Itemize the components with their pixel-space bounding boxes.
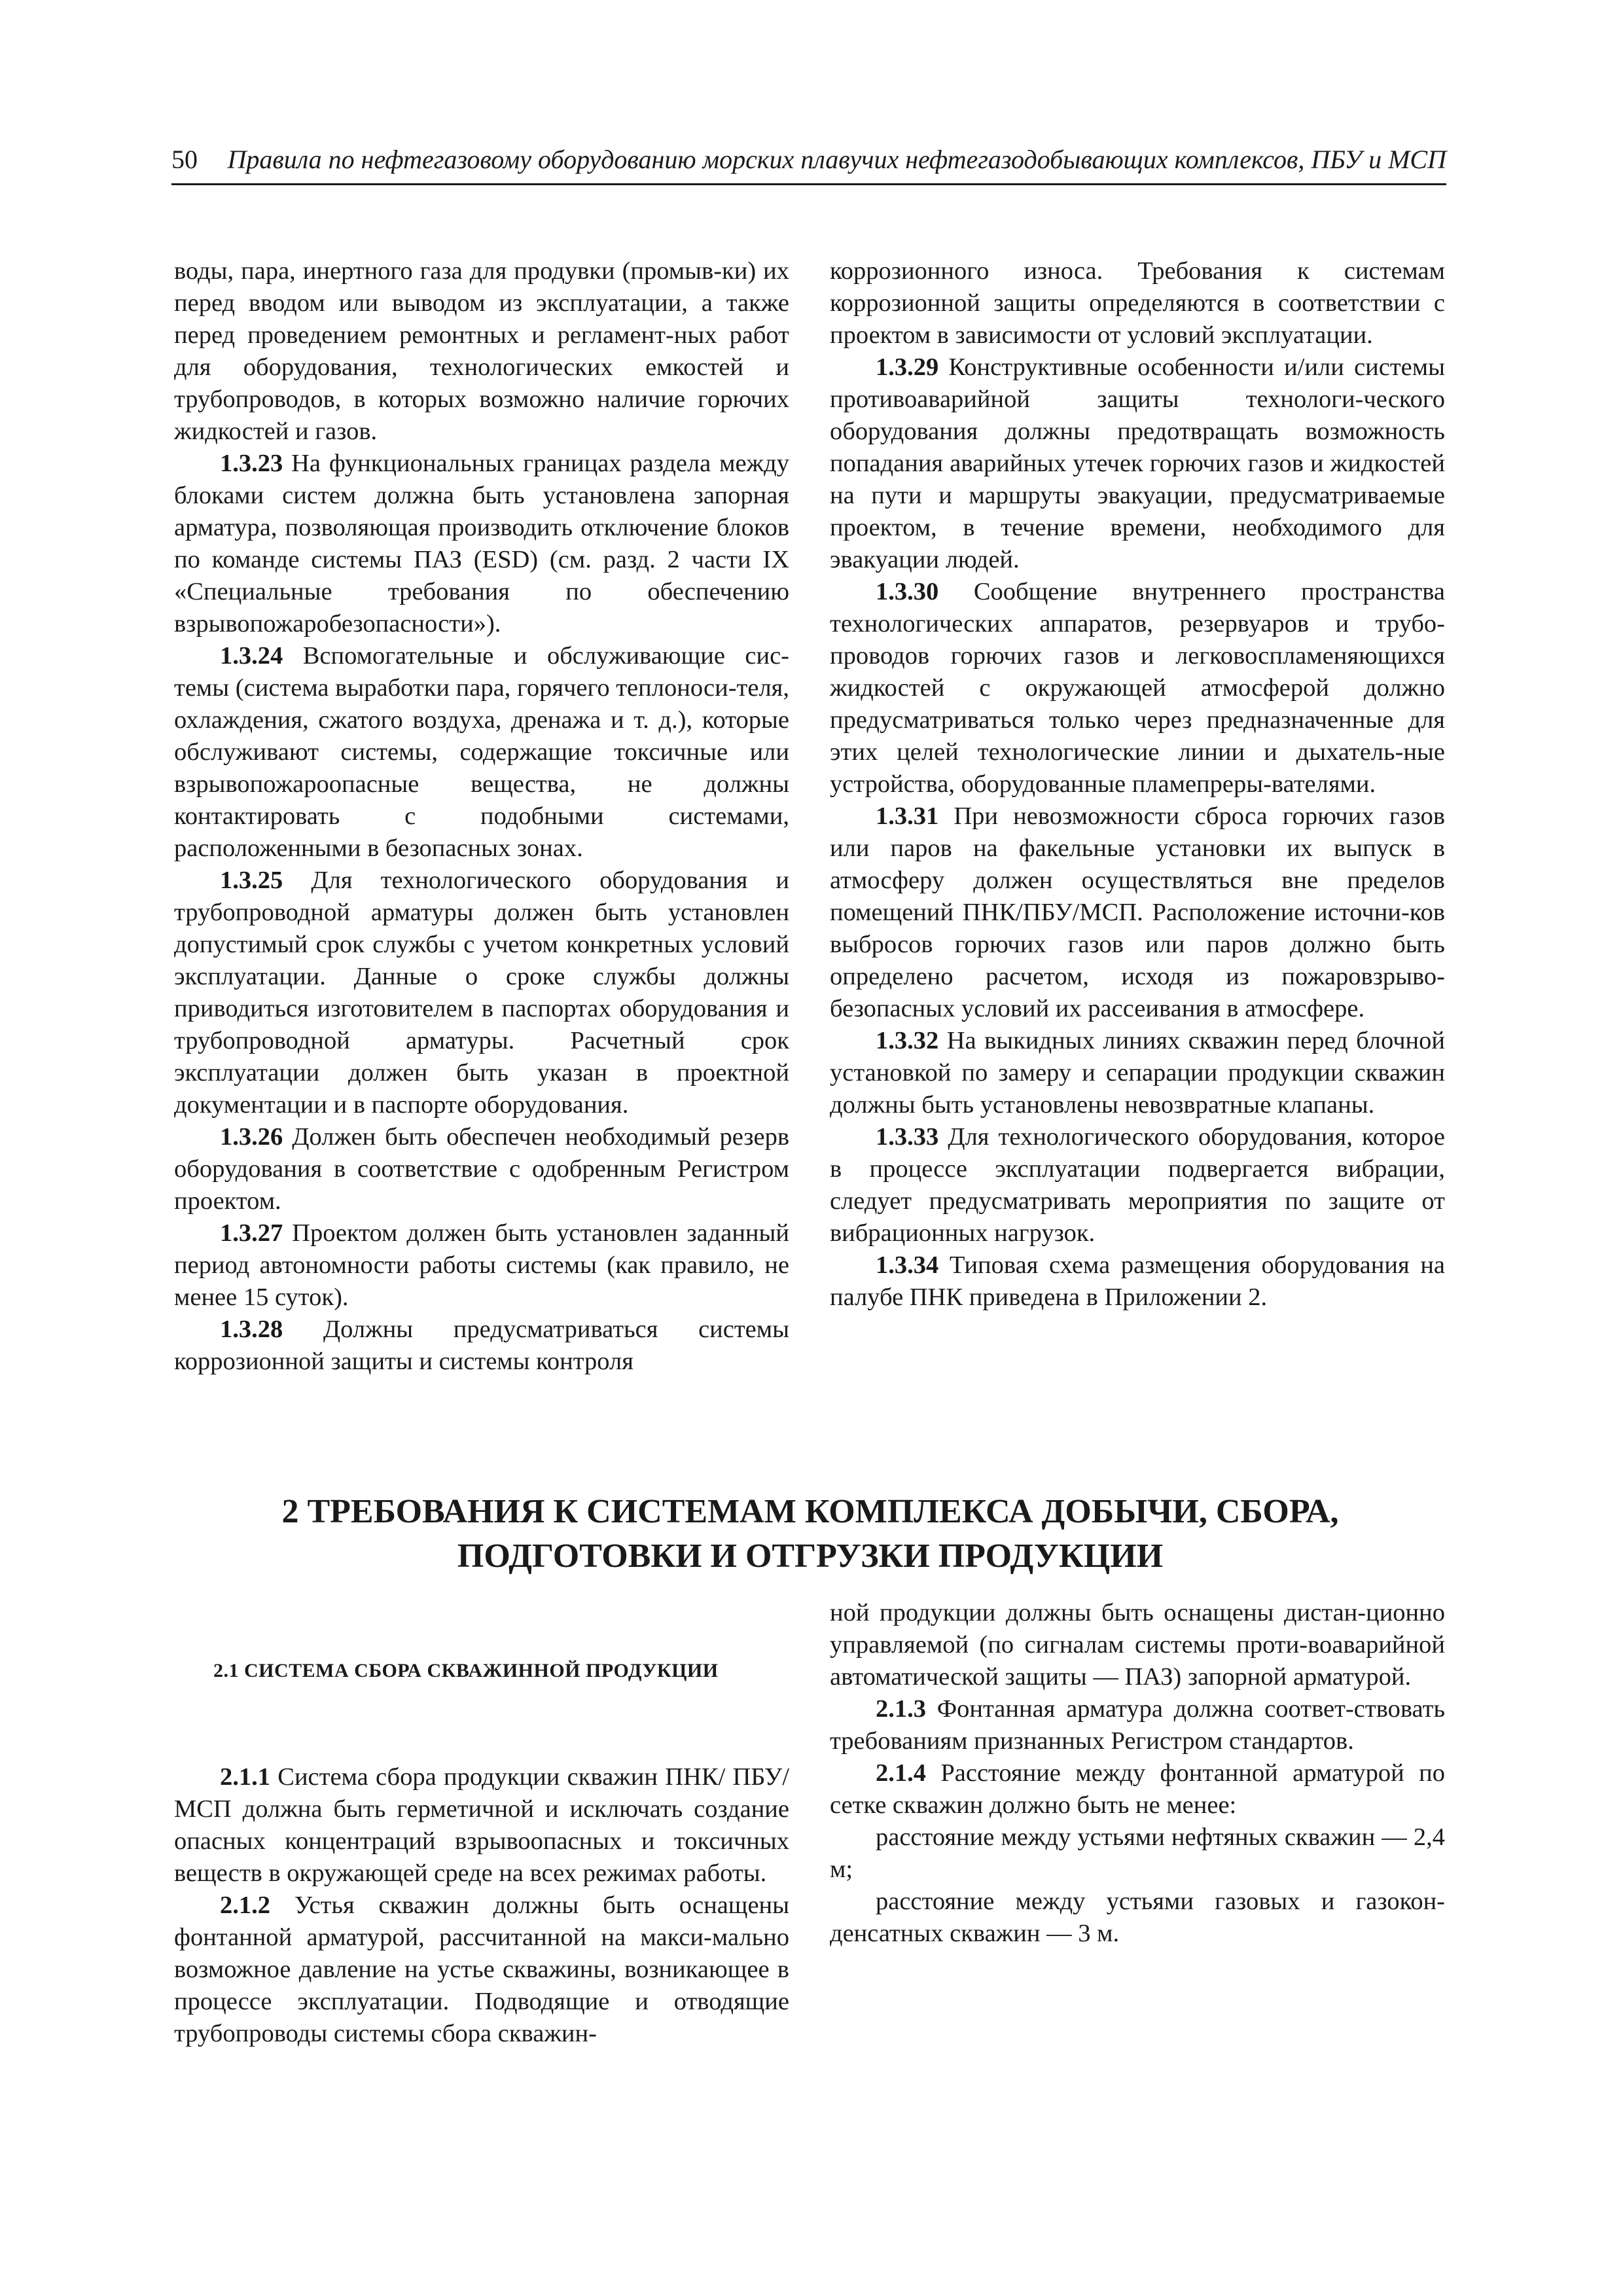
section-heading bbox=[174, 1490, 1446, 1579]
clause-number: 1.3.27 bbox=[220, 1219, 283, 1247]
bottom-left-column bbox=[174, 1597, 789, 2050]
top-left-column bbox=[174, 255, 789, 1378]
list-item bbox=[830, 1886, 1445, 1950]
running-header bbox=[171, 144, 1446, 183]
clause-number: 1.3.33 bbox=[876, 1123, 939, 1151]
paragraph-2-1-2 bbox=[174, 1890, 789, 2050]
paragraph-2-1-3 bbox=[830, 1693, 1445, 1757]
clause-number: 1.3.28 bbox=[220, 1316, 283, 1343]
paragraph-text: Сообщение внутреннего пространства технологических аппаратов, резервуаров и трубо-проводов горючих газов и легковоспламеняющихся жидкостей с окружающей атмосферой должно предусматриваться только через предназначенные для этих целей технологические линии и дыхатель-ные устройства, оборудованные пламепреры-вателями. bbox=[830, 578, 1446, 798]
paragraph-2-1-1 bbox=[174, 1761, 789, 1890]
paragraph-text: Расстояние между фонтанной арматурой по сетке скважин должно быть не менее: bbox=[830, 1759, 1445, 1819]
subsection-heading: 2.1 СИСТЕМА СБОРА СКВАЖИННОЙ ПРОДУКЦИИ bbox=[213, 1660, 719, 1681]
bottom-right-column bbox=[830, 1597, 1445, 1950]
paragraph-1-3-24 bbox=[174, 640, 789, 865]
paragraph-1-3-31 bbox=[830, 800, 1445, 1025]
paragraph-1-3-28 bbox=[174, 1314, 789, 1378]
paragraph-1-3-23 bbox=[174, 448, 789, 640]
paragraph-text: Должны предусматриваться системы коррозионной защиты и системы контроля bbox=[174, 1316, 790, 1375]
paragraph-1-3-34 bbox=[830, 1249, 1445, 1314]
paragraph-text: Система сбора продукции скважин ПНК/ ПБУ/МСП должна быть герметичной и исключать создание опасных концентраций взрывоопасных и токсичных веществ в окружающей среде на всех режимах работы. bbox=[174, 1763, 789, 1887]
page-number: 50 bbox=[171, 145, 198, 174]
paragraph-1-3-27 bbox=[174, 1217, 789, 1314]
paragraph bbox=[830, 1597, 1445, 1693]
paragraph-text: расстояние между устьями газовых и газокон-денсатных скважин — 3 м. bbox=[830, 1888, 1445, 1947]
paragraph-1-3-25 bbox=[174, 865, 789, 1121]
paragraph-1-3-32 bbox=[830, 1025, 1445, 1121]
paragraph-text: Устья скважин должны быть оснащены фонтанной арматурой, рассчитанной на макси-мально возможное давление на устье скважины, возникающее в процессе эксплуатации. Подводящие и отводящие трубопроводы системы сбора скважин- bbox=[174, 1892, 790, 2047]
clause-number: 1.3.26 bbox=[220, 1123, 283, 1151]
clause-number: 2.1.1 bbox=[220, 1763, 270, 1791]
running-title: Правила по нефтегазовому оборудованию морских плавучих нефтегазодобывающих комплексов, ПБУ и МСП bbox=[227, 145, 1446, 174]
clause-number: 2.1.2 bbox=[220, 1892, 270, 1919]
paragraph-text: Вспомогательные и обслуживающие сис-темы (система выработки пара, горячего теплоноси-теля, охлаждения, сжатого воздуха, дренажа и т. д.), которые обслуживают системы, содержащие токсичные или взрывопожароопасные вещества, не должны контактировать с подобными системами, расположенными в безопасных зонах. bbox=[174, 642, 790, 862]
paragraph-text: ной продукции должны быть оснащены дистан-ционно управляемой (по сигналам системы проти-воаварийной автоматической защиты — ПАЗ) запорной арматурой. bbox=[830, 1599, 1445, 1691]
clause-number: 2.1.4 bbox=[876, 1759, 926, 1787]
paragraph-1-3-30 bbox=[830, 576, 1445, 800]
clause-number: 1.3.29 bbox=[876, 353, 939, 381]
paragraph-text: воды, пара, инертного газа для продувки (промыв-ки) их перед вводом или выводом из эксплуатации, а также перед проведением ремонтных и регламент-ных работ для оборудования, технологических емкостей и трубопроводов, в которых возможно наличие горючих жидкостей и газов. bbox=[174, 257, 789, 445]
paragraph bbox=[830, 255, 1445, 351]
paragraph-1-3-33 bbox=[830, 1121, 1445, 1249]
paragraph-text: Для технологического оборудования и трубопроводной арматуры должен быть установлен допустимый срок службы с учетом конкретных условий эксплуатации. Данные о сроке службы должны приводиться изготовителем в паспортах оборудования и трубопроводной арматуры. Расчетный срок эксплуатации должен быть указан в проектной документации и в паспорте оборудования. bbox=[174, 867, 789, 1119]
paragraph-text: Конструктивные особенности и/или системы противоаварийной защиты технологи-ческого оборудования должны предотвращать возможность попадания аварийных утечек горючих газов и жидкостей на пути и маршруты эвакуации, предусматриваемые проектом, в течение времени, необходимого для эвакуации людей. bbox=[830, 353, 1445, 573]
section-heading-line-1: 2 ТРЕБОВАНИЯ К СИСТЕМАМ КОМПЛЕКСА ДОБЫЧИ, СБОРА, bbox=[281, 1493, 1339, 1530]
paragraph-text: При невозможности сброса горючих газов или паров на факельные установки их выпуск в атмосферу должен осуществляться вне пределов помещений ПНК/ПБУ/МСП. Расположение источни-ков выбросов горючих газов или паров должно быть определено расчетом, исходя из пожаровзрыво-безопасных условий их рассеивания в атмосфере. bbox=[830, 802, 1445, 1022]
clause-number: 1.3.31 bbox=[876, 802, 939, 830]
clause-number: 2.1.3 bbox=[876, 1695, 926, 1723]
clause-number: 1.3.30 bbox=[876, 578, 939, 605]
clause-number: 1.3.23 bbox=[220, 450, 283, 477]
paragraph-2-1-4 bbox=[830, 1757, 1445, 1821]
top-right-column bbox=[830, 255, 1445, 1314]
paragraph-text: На выкидных линиях скважин перед блочной установкой по замеру и сепарации продукции скважин должны быть установлены невозвратные клапаны. bbox=[830, 1027, 1446, 1119]
paragraph-text: коррозионного износа. Требования к системам коррозионной защиты определяются в соответствии с проектом в зависимости от условий эксплуатации. bbox=[830, 257, 1445, 349]
section-heading-line-2: ПОДГОТОВКИ И ОТГРУЗКИ ПРОДУКЦИИ bbox=[457, 1537, 1164, 1575]
list-item bbox=[830, 1821, 1445, 1886]
clause-number: 1.3.24 bbox=[220, 642, 283, 670]
paragraph-text: Типовая схема размещения оборудования на палубе ПНК приведена в Приложении 2. bbox=[830, 1251, 1446, 1311]
paragraph-1-3-26 bbox=[174, 1121, 789, 1217]
paragraph-1-3-29 bbox=[830, 351, 1445, 576]
clause-number: 1.3.34 bbox=[876, 1251, 939, 1279]
paragraph-text: Проектом должен быть установлен заданный период автономности работы системы (как правило, не менее 15 суток). bbox=[174, 1219, 789, 1311]
paragraph-text: Должен быть обеспечен необходимый резерв оборудования в соответствие с одобренным Регистром проектом. bbox=[174, 1123, 790, 1215]
paragraph-text: На функциональных границах раздела между блоками систем должна быть установлена запорная арматура, позволяющая производить отключение блоков по команде системы ПАЗ (ESD) (см. разд. 2 части IX «Специальные требования по обеспечению взрывопожаробезопасности»). bbox=[174, 450, 789, 637]
clause-number: 1.3.32 bbox=[876, 1027, 939, 1054]
header-rule bbox=[171, 183, 1446, 185]
paragraph-text: расстояние между устьями нефтяных скважин — 2,4 м; bbox=[830, 1823, 1445, 1883]
paragraph-text: Фонтанная арматура должна соответ-ствовать требованиям признанных Регистром стандартов. bbox=[830, 1695, 1446, 1755]
paragraph-text: Для технологического оборудования, которое в процессе эксплуатации подвергается вибрации, следует предусматривать мероприятия по защите от вибрационных нагрузок. bbox=[830, 1123, 1445, 1247]
paragraph bbox=[174, 255, 789, 448]
clause-number: 1.3.25 bbox=[220, 867, 283, 894]
